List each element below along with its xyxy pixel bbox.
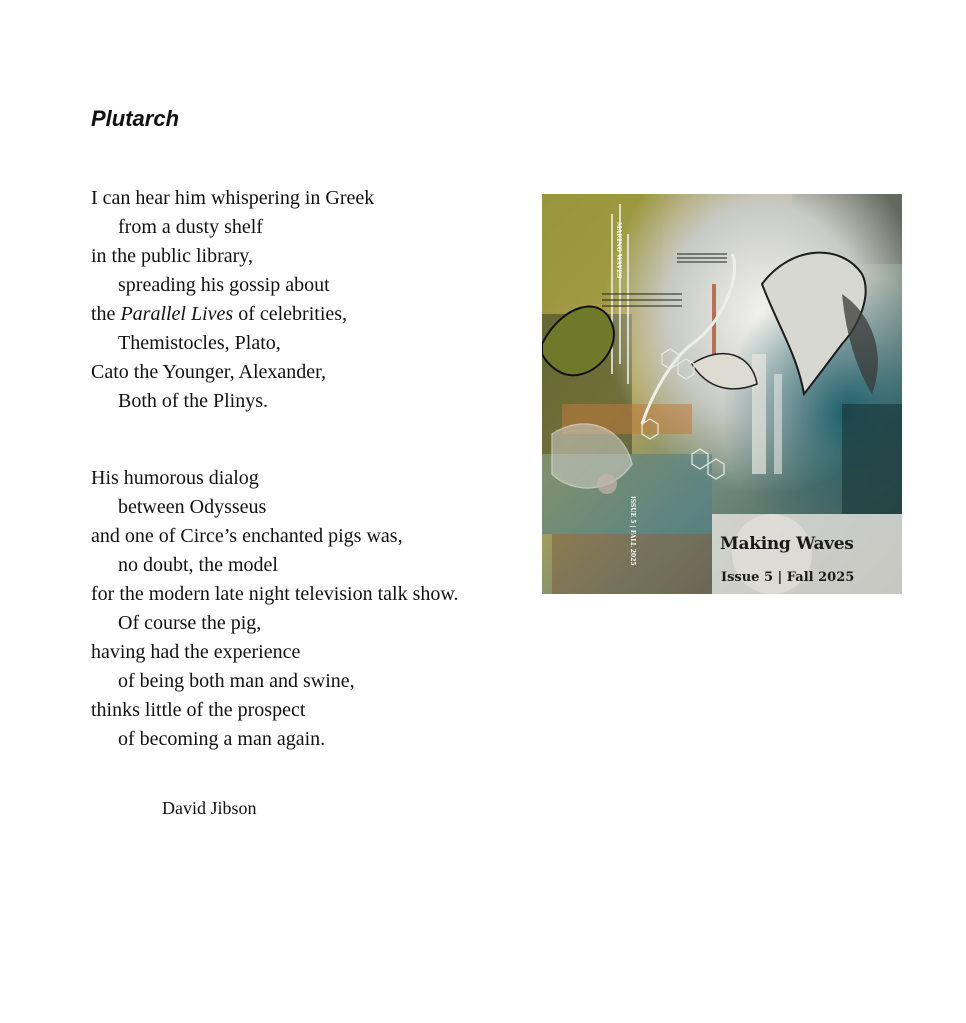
poem-line-suffix: of celebrities, (238, 303, 348, 325)
magazine-cover-image (542, 194, 902, 594)
poem-line: for the modern late night television talk show. (91, 583, 459, 605)
poem-line: no doubt, the model (118, 554, 278, 576)
book-title: Parallel Lives (120, 303, 234, 325)
poem-line: His humorous dialog (91, 467, 259, 489)
cover-spine-issue: ISSUE 5 | FALL 2025 (629, 496, 636, 566)
poem-line: I can hear him whispering in Greek (91, 187, 375, 209)
stanza-1 (91, 184, 521, 416)
poem-line: from a dusty shelf (118, 216, 263, 238)
poem-line: and one of Circe’s enchanted pigs was, (91, 525, 403, 547)
author-name: David Jibson (162, 798, 257, 818)
poem-line: spreading his gossip about (118, 274, 330, 296)
poem-line: Themistocles, Plato, (118, 332, 281, 354)
poem-line: of becoming a man again. (118, 728, 326, 750)
poem-line: Of course the pig, (118, 612, 262, 634)
poem-line: in the public library, (91, 245, 253, 267)
poem-line (91, 300, 521, 329)
cover-issue: Issue 5 | Fall 2025 (721, 570, 855, 585)
stanza-2 (91, 464, 521, 754)
poem-line: of being both man and swine, (118, 670, 355, 692)
poem-line: Cato the Younger, Alexander, (91, 361, 327, 383)
poem-line: thinks little of the prospect (91, 699, 306, 721)
poem-line: Both of the Plinys. (118, 390, 269, 412)
poem-line: having had the experience (91, 641, 301, 663)
poem-line: between Odysseus (118, 496, 267, 518)
cover-spine-title: MAKING WAVES (615, 222, 622, 279)
cover-title: Making Waves (720, 534, 854, 554)
poem-title: Plutarch (91, 106, 180, 131)
poem-line-prefix: the (91, 303, 116, 325)
